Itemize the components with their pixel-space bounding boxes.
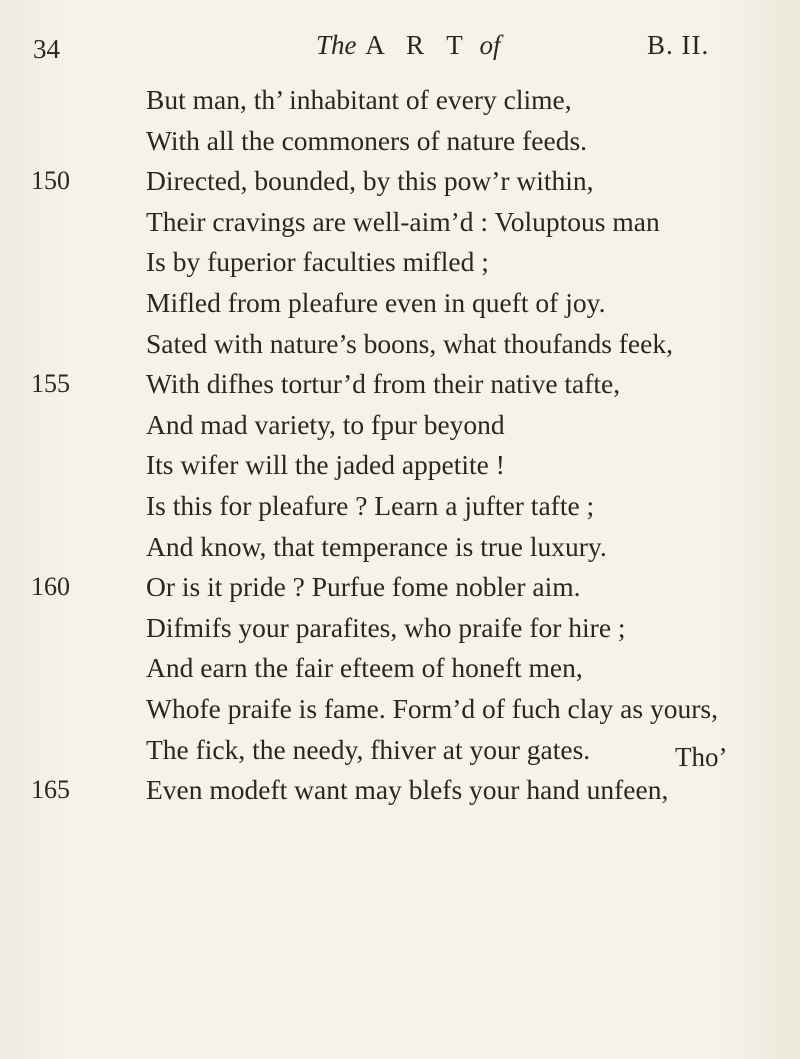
- verse-line: [0, 324, 800, 365]
- verse-line: [0, 445, 800, 486]
- verse-text: Difmifs your parafites, who praife for hire ;: [146, 611, 626, 643]
- line-number: 150: [31, 166, 70, 196]
- verse-line: [0, 486, 800, 527]
- line-number: 155: [31, 369, 70, 399]
- verse-text: Their cravings are well-aim’d : Voluptous man: [146, 205, 660, 237]
- verse-text: And know, that temperance is true luxury.: [146, 530, 607, 562]
- verse-line: [0, 283, 800, 324]
- verse-text: With all the commoners of nature feeds.: [146, 124, 588, 156]
- book-reference: B. II.: [647, 30, 710, 60]
- verse-text: But man, th’ inhabitant of every clime,: [146, 84, 572, 115]
- verse-text: With difhes tortur’d from their native tafte,: [146, 368, 621, 400]
- title-of: of: [479, 30, 501, 60]
- page-number: 34: [33, 34, 60, 64]
- verse-line: [0, 161, 800, 202]
- verse-text: And earn the fair efteem of honeft men,: [146, 652, 583, 684]
- verse-text: Is by fuperior faculties mifled ;: [146, 246, 489, 278]
- verse-line: [0, 242, 800, 283]
- verse-line: [0, 364, 800, 405]
- verse-line: [0, 527, 800, 568]
- title-main: A R T: [365, 30, 471, 60]
- verse-line: [0, 608, 800, 649]
- verse-line: [0, 689, 800, 730]
- verse-text: Its wifer will the jaded appetite !: [146, 449, 505, 481]
- catchword: Tho’: [675, 742, 728, 772]
- verse-text: Directed, bounded, by this pow’r within,: [146, 165, 594, 197]
- verse-line: [0, 405, 800, 446]
- verse-text: Even modeft want may blefs your hand unfeen,: [146, 774, 669, 806]
- verse-text: Is this for pleafure ? Learn a jufter tafte ;: [146, 489, 595, 521]
- verse-line: [0, 80, 800, 121]
- verse-line: [0, 202, 800, 243]
- verse-line: [0, 121, 800, 162]
- verse-text: The fick, the needy, fhiver at your gates.: [146, 733, 591, 765]
- verse-text: Mifled from pleafure even in queft of joy.: [146, 286, 606, 318]
- verse-text: And mad variety, to fpur beyond: [146, 408, 505, 440]
- running-head: [0, 30, 800, 70]
- verse-line: [0, 648, 800, 689]
- line-number: 160: [31, 572, 70, 602]
- verse-block: [0, 80, 800, 811]
- title-article: The: [316, 30, 357, 60]
- verse-line: [0, 567, 800, 608]
- verse-text: Sated with nature’s boons, what thoufands feek,: [146, 327, 673, 359]
- line-number: 165: [31, 775, 70, 805]
- verse-text: Whofe praife is fame. Form’d of fuch clay as yours,: [146, 692, 718, 724]
- running-title: [316, 30, 501, 61]
- verse-line: [0, 770, 800, 811]
- verse-text: Or is it pride ? Purfue fome nobler aim.: [146, 571, 581, 603]
